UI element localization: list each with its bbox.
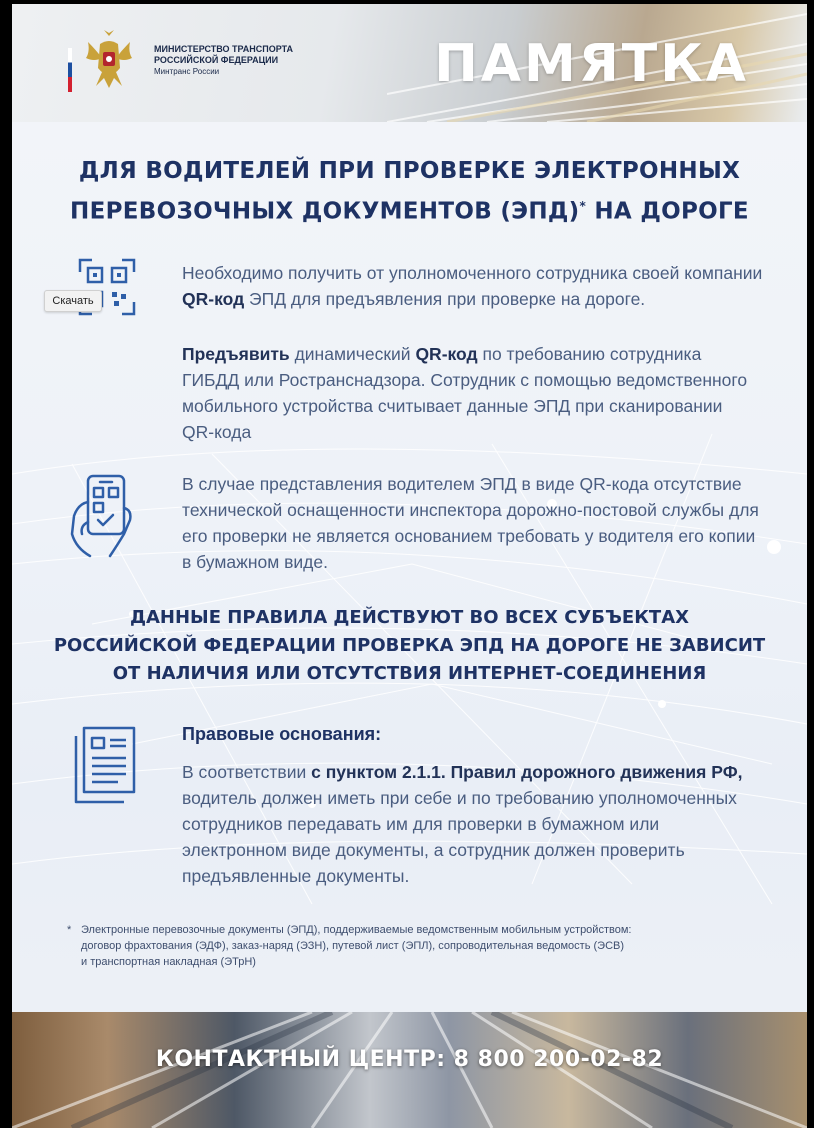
rules-statement	[12, 604, 807, 688]
legal-bold-1: с пунктом 2.1.1. Правил дорожного движения РФ,	[311, 762, 743, 782]
footnote-text	[81, 922, 771, 970]
ministry-line-1: МИНИСТЕРСТВО ТРАНСПОРТА	[154, 44, 294, 54]
legal-text-1: В соответствии	[182, 762, 312, 782]
footnote-line-2: договор фрахтования (ЭДФ), заказ-наряд (ЭЗН), путевой лист (ЭПЛ), сопроводительная ведомость (ЭСВ)	[81, 940, 625, 952]
memo-page	[12, 4, 807, 1128]
para1-text-1: Необходимо получить от уполномоченного сотрудника своей компании	[182, 263, 763, 283]
phone-in-hand-icon	[70, 474, 136, 558]
para2-text-2: по требованию сотрудника ГИБДД или Ространснадзора. Сотрудник с помощью ведомственного мобильного устройства считывает данные ЭПД при сканировании QR-кода	[182, 344, 748, 442]
rules-line-3: ОТ НАЛИЧИЯ ИЛИ ОТСУТСТВИЯ ИНТЕРНЕТ-СОЕДИНЕНИЯ	[112, 663, 707, 684]
para1-bold-1: QR-код	[182, 289, 245, 309]
russian-flag-stripe	[68, 48, 72, 92]
title-line-2a: ПЕРЕВОЗОЧНЫХ ДОКУМЕНТОВ (ЭПД)	[70, 198, 580, 225]
ministry-line-3: Минтранс России	[154, 67, 220, 76]
para2-bold-2: QR-код	[415, 344, 478, 364]
ministry-line-2: РОССИЙСКОЙ ФЕДЕРАЦИИ	[154, 55, 279, 65]
footnote-line-1: Электронные перевозочные документы (ЭПД), поддерживаемые ведомственным мобильным устройством:	[81, 924, 632, 936]
document-icon	[74, 726, 138, 804]
rules-line-2: РОССИЙСКОЙ ФЕДЕРАЦИИ ПРОВЕРКА ЭПД НА ДОРОГЕ НЕ ЗАВИСИТ	[53, 635, 766, 656]
coat-of-arms-emblem	[82, 28, 136, 92]
title-line-1: ДЛЯ ВОДИТЕЛЕЙ ПРИ ПРОВЕРКЕ ЭЛЕКТРОННЫХ	[78, 158, 741, 184]
title-line-2b: НА ДОРОГЕ	[586, 198, 749, 225]
paragraph-no-paper-copy: В случае представления водителем ЭПД в виде QR-кода отсутствие технической оснащенности инспектора дорожно-постовой службы для его проверки не является основанием требовать у водителя его копии в бумажном виде.	[182, 474, 759, 572]
paragraph-present-qr	[182, 341, 752, 445]
para2-bold-1: Предъявить	[182, 344, 290, 364]
footnote-line-3: и транспортная накладная (ЭТрН)	[81, 956, 256, 968]
paragraph-get-qr	[182, 260, 772, 312]
footnote-asterisk: *	[67, 924, 72, 936]
title-asterisk: *	[579, 199, 587, 213]
download-button[interactable]: Скачать	[44, 290, 102, 312]
page-title	[12, 154, 807, 230]
rules-line-1: ДАННЫЕ ПРАВИЛА ДЕЙСТВУЮТ ВО ВСЕХ СУБЪЕКТАХ	[129, 607, 690, 628]
legal-text-2: водитель должен иметь при себе и по требованию уполномоченных сотрудников передавать им для проверки в бумажном или электронном виде документы, а сотрудник должен проверить предъявленные документы.	[182, 788, 737, 886]
ministry-name	[154, 44, 293, 77]
legal-basis-heading: Правовые основания:	[182, 724, 382, 744]
para2-text-1: динамический	[289, 344, 416, 364]
pamyatka-heading: ПАМЯТКА	[434, 34, 749, 94]
paragraph-legal-basis	[182, 759, 757, 889]
title-line-2	[12, 189, 807, 230]
contact-center: КОНТАКТНЫЙ ЦЕНТР: 8 800 200-02-82	[155, 1047, 664, 1072]
para1-text-2: ЭПД для предъявления при проверке на дороге.	[244, 289, 646, 309]
